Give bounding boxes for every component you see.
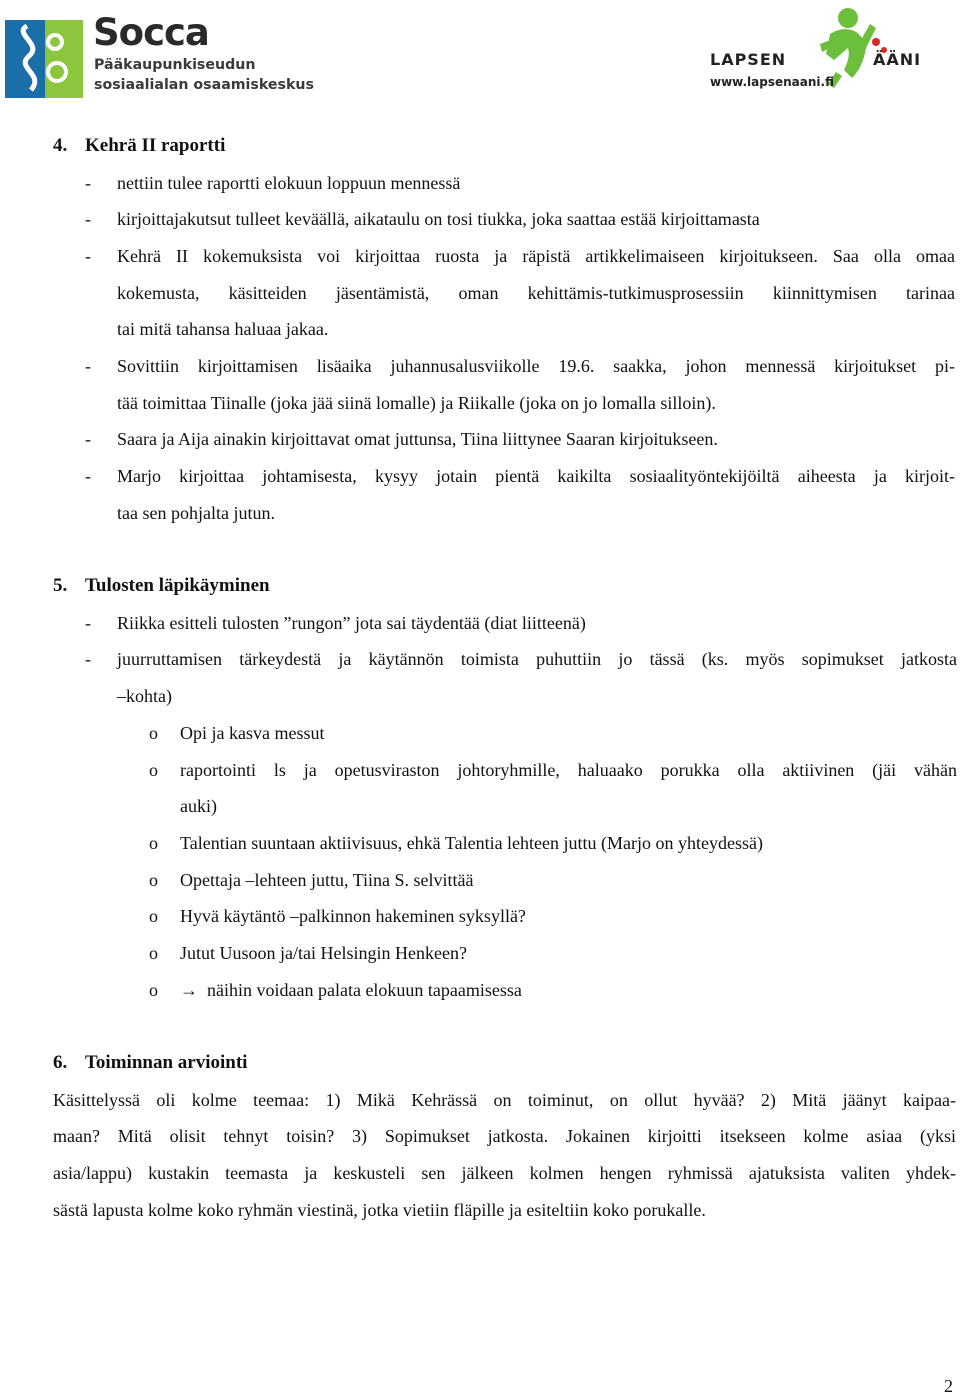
socca-logo [5,11,314,93]
list-item: juurruttamisen tärkeydestä ja käytännön toimista puhuttiin jo tässä (ks. myös sopimukset jatkosta [117,649,957,669]
list-item-continuation: tai mitä tahansa haluaa jakaa. [117,319,329,339]
section-title: Tulosten läpikäyminen [85,575,270,596]
section-title: Toiminnan arviointi [85,1052,248,1073]
sub-list-item: Opi ja kasva messut [180,723,325,743]
section-4-heading [53,136,225,155]
circle-bullet: o [149,760,158,780]
list-item: Sovittiin kirjoittamisen lisäaika juhannusalusviikolle 19.6. saakka, johon mennessä kirjoitukset pi- [117,356,955,376]
lapsen-aani-url: www.lapsenaani.fi [710,75,834,89]
section-6-heading [53,1053,247,1072]
socca-logo-name: Socca [93,11,209,54]
sub-list-item: Talentian suuntaan aktiivisuus, ehkä Talentia lehteen juttu (Marjo on yhteydessä) [180,833,763,853]
dash-bullet: - [85,649,91,669]
socca-emblem-icon [5,20,83,98]
paragraph-line: asia/lappu) kustakin teemasta ja keskusteli sen jälkeen kolmen hengen ryhmissä ajatuksista valiten yhdek- [53,1163,956,1183]
sub-list-item: näihin voidaan palata elokuun tapaamisessa [207,980,522,1000]
socca-logo-subtitle-1: Pääkaupunkiseudun [94,57,256,73]
aani-word: ÄÄNI [873,50,922,69]
circle-bullet: o [149,943,158,963]
list-item: Saara ja Aija ainakin kirjoittavat omat juttunsa, Tiina liittynee Saaran kirjoitukseen. [117,429,718,449]
list-item-continuation: tää toimittaa Tiinalle (joka jää siinä lomalle) ja Riikalle (joka on jo lomalla silloin). [117,393,716,413]
lapsen-word: LAPSEN [710,50,787,69]
dash-bullet: - [85,173,91,193]
arrow-icon: → [180,980,198,1000]
sub-list-item: Hyvä käytäntö –palkinnon hakeminen syksyllä? [180,906,526,926]
circle-bullet: o [149,906,158,926]
dash-bullet: - [85,613,91,633]
list-item: Marjo kirjoittaa johtamisesta, kysyy jotain pientä kaikilta sosiaalityöntekijöiltä aiheesta ja kirjoit- [117,466,955,486]
sub-list-item-continuation: auki) [180,796,217,816]
list-item-continuation: –kohta) [117,686,172,706]
list-item-continuation: taa sen pohjalta jutun. [117,503,275,523]
sub-list-item: raportointi ls ja opetusviraston johtoryhmille, haluaako porukka olla aktiivinen (jäi vähän [180,760,957,780]
list-item-continuation: kokemusta, käsitteiden jäsentämistä, oman kehittämis-tutkimusprosessiin kiinnittymisen tarinaa [117,283,955,303]
dash-bullet: - [85,209,91,229]
socca-logo-subtitle-2: sosiaalialan osaamiskeskus [94,77,314,93]
sub-list-item: Opettaja –lehteen juttu, Tiina S. selvittää [180,870,474,890]
paragraph-line: maan? Mitä olisit tehnyt toisin? 3) Sopimukset jatkosta. Jokainen kirjoitti itsekseen kolme asiaa (yksi [53,1126,956,1146]
section-number: 4. [53,135,68,156]
sub-list-item: Jutut Uusoon ja/tai Helsingin Henkeen? [180,943,467,963]
circle-bullet: o [149,980,158,1000]
page-number: 2 [944,1376,953,1396]
circle-bullet: o [149,833,158,853]
list-item: kirjoittajakutsut tulleet keväällä, aikataulu on tosi tiukka, joka saattaa estää kirjoittamasta [117,209,760,229]
paragraph-line: Käsittelyssä oli kolme teemaa: 1) Mikä Kehrässä on toiminut, on ollut hyvää? 2) Mitä jäänyt kaipaa- [53,1090,956,1110]
section-5-heading [53,576,270,595]
dash-bullet: - [85,246,91,266]
dash-bullet: - [85,429,91,449]
section-number: 6. [53,1052,68,1073]
dash-bullet: - [85,356,91,376]
list-item: Kehrä II kokemuksista voi kirjoittaa ruosta ja räpistä artikkelimaiseen kirjoitukseen. Saa olla omaa [117,246,955,266]
lapsen-aani-logo [700,4,930,94]
circle-bullet: o [149,723,158,743]
section-title: Kehrä II raportti [85,135,226,156]
circle-bullet: o [149,870,158,890]
list-item: nettiin tulee raportti elokuun loppuun mennessä [117,173,461,193]
list-item: Riikka esitteli tulosten ”rungon” jota sai täydentää (diat liitteenä) [117,613,586,633]
section-number: 5. [53,575,68,596]
paragraph-line: sästä lapusta kolme koko ryhmän viestinä, jotka vietiin fläpille ja esiteltiin koko porukalle. [53,1200,706,1220]
dash-bullet: - [85,466,91,486]
